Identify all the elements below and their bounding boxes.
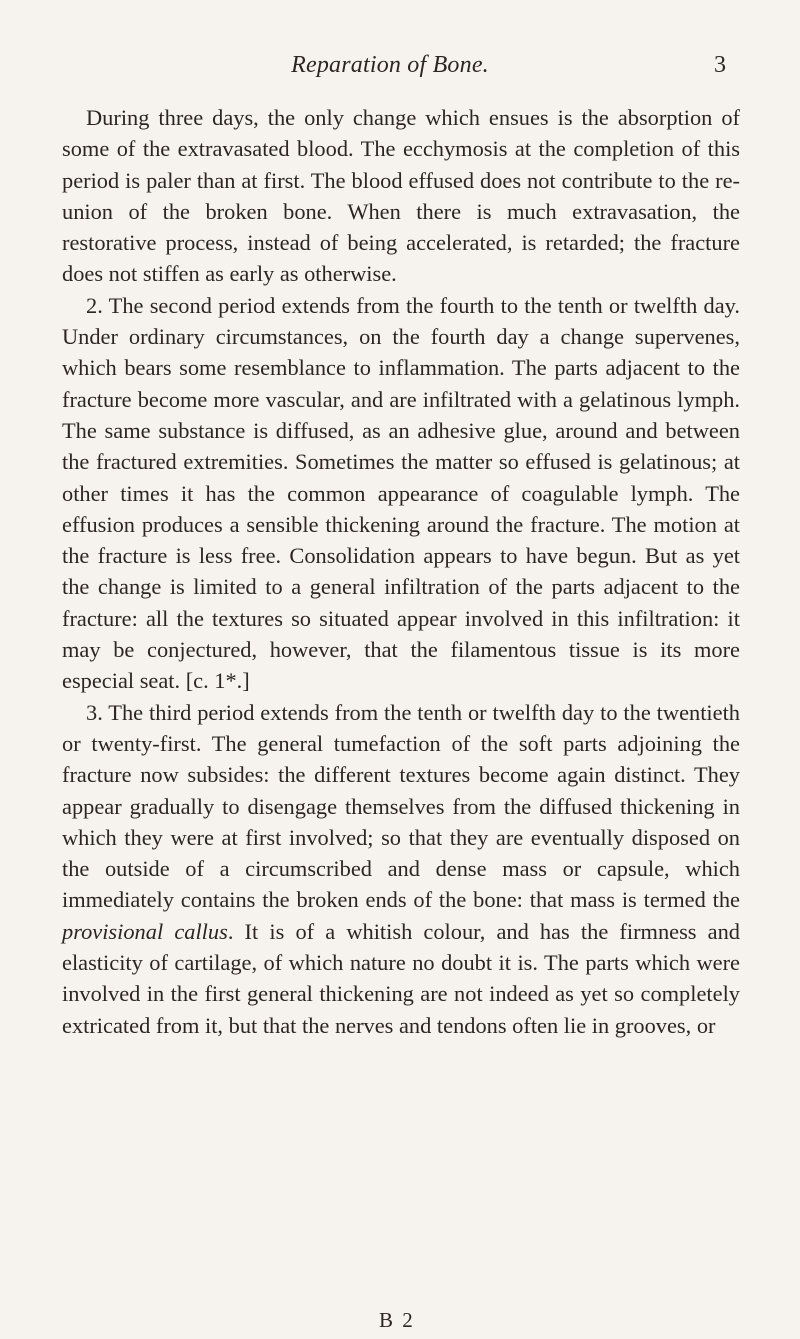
page-number: 3 — [714, 52, 726, 78]
paragraph-2: 2. The second period extends from the fourth to the tenth or twelfth day. Under ordinary circumstances, on the fourth day a change supervenes, which bears some resemblance to inflammation. The parts adjacent to the fracture become more vascular, and are infiltrated with a gelatinous lymph. The same substance is diffused, as an adhesive glue, around and between the fractured extremities. Sometimes the matter so effused is gelatinous; at other times it has the common appearance of coagulable lymph. The effusion produces a sensible thickening around the fracture. The motion at the fracture is less free. Consolidation appears to have begun. But as yet the change is limited to a general infiltration of the parts adjacent to the fracture: all the textures so situated appear involved in this infiltration: it may be conjectured, however, that the filamentous tissue is its more especial seat. [c. 1*.] — [62, 292, 740, 694]
page-header — [0, 52, 800, 88]
paragraph-1: During three days, the only change which ensues is the absorption of some of the extravasated blood. The ecchymosis at the completion of this period is paler than at first. The blood effused does not contribute to the reunion of the broken bone. When there is much extravasation, the restorative process, instead of being accelerated, is retarded; the fracture does not stiffen as early as otherwise. — [62, 105, 740, 287]
provisional-callus-term: provisional callus — [62, 918, 228, 944]
running-title: Reparation of Bone. — [291, 52, 489, 78]
printer-signature: B 2 — [379, 1308, 415, 1332]
paragraph-3-text-start: 3. The third period extends from the tenth or twelfth day to the twentieth or twenty-first. The general tumefaction of the soft parts adjoining the fracture now subsides: the different textures become again distinct. They appear gradually to disengage themselves from the diffused thickening in which they were at first involved; so that they are eventually disposed on the outside of a circumscribed and dense mass or capsule, which immediately contains the broken ends of the bone: that mass is termed the — [62, 699, 740, 913]
page-footer — [0, 1308, 800, 1334]
body-text — [62, 102, 740, 1041]
paragraph-3-text-end: . It is of a whitish colour, and has the firmness and elasticity of cartilage, of which nature no doubt it is. The parts which were involved in the first general thickening are not indeed as yet so completely extricated from it, but that the nerves and tendons often lie in grooves, or — [62, 918, 740, 1038]
paragraph-3 — [62, 697, 740, 1041]
